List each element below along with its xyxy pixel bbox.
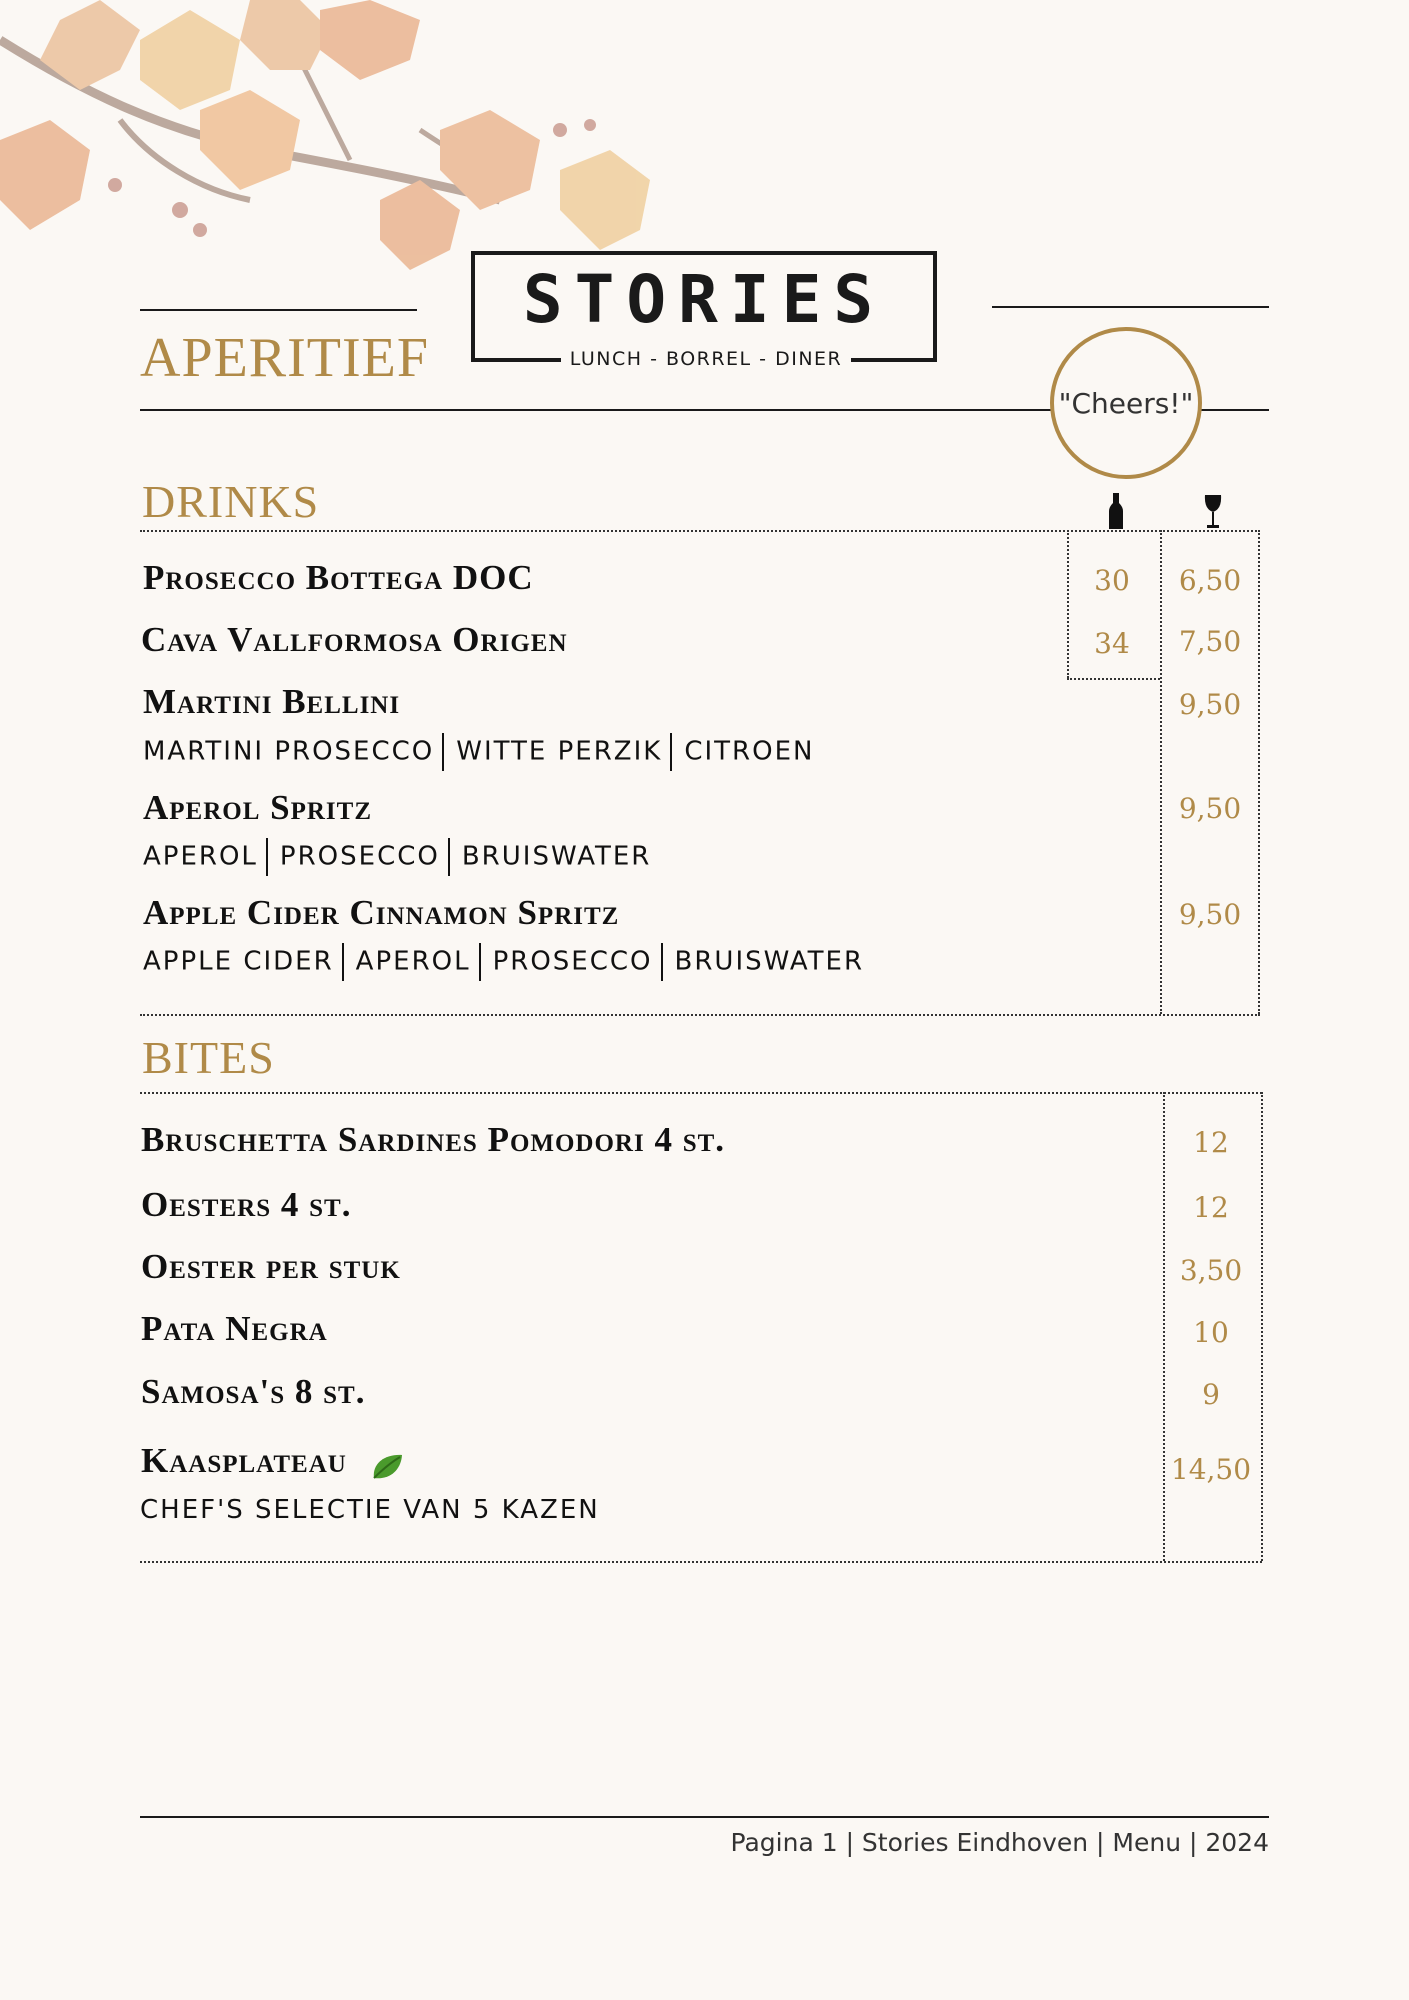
menu-item-name: Prosecco Bottega DOC [143, 558, 534, 597]
glass-price: 7,50 [1178, 625, 1242, 658]
menu-item-name: Oester per stuk [141, 1247, 401, 1286]
menu-item-name: Kaasplateau [141, 1441, 347, 1480]
menu-item-description [143, 838, 651, 876]
separator [448, 838, 450, 876]
bites-price-col-right [1261, 1092, 1263, 1561]
leaf-icon [370, 1452, 404, 1482]
footer-text: Pagina 1 | Stories Eindhoven | Menu | 2024 [730, 1828, 1269, 1857]
separator [670, 733, 672, 771]
ingredient: APPLE CIDER [143, 946, 334, 977]
drinks-glass-col-left [1160, 530, 1162, 1014]
item-price: 14,50 [1170, 1453, 1252, 1486]
glass-price: 9,50 [1178, 898, 1242, 931]
drinks-bottle-col-bottom [1067, 678, 1160, 680]
section-title-drinks: DRINKS [142, 476, 320, 527]
drinks-bottom-border [140, 1014, 1260, 1016]
menu-item-name: Aperol Spritz [143, 788, 373, 827]
logo-title: STORIES [522, 261, 886, 338]
menu-item-name: Oesters 4 st. [141, 1185, 352, 1224]
menu-item-name: Cava Vallformosa Origen [141, 620, 568, 659]
ingredient: APEROL [355, 946, 471, 977]
cheers-badge [1050, 327, 1202, 479]
menu-item-description [143, 733, 814, 771]
ingredient: BRUISWATER [461, 841, 652, 872]
glass-price: 6,50 [1178, 564, 1242, 597]
menu-item-name: Bruschetta Sardines Pomodori 4 st. [141, 1120, 726, 1159]
drinks-glass-col-right [1258, 530, 1260, 1014]
ingredient: APEROL [143, 841, 258, 872]
ingredient: CITROEN [684, 736, 815, 767]
separator [661, 943, 663, 981]
bottle-price: 30 [1094, 564, 1130, 597]
bites-bottom-border [140, 1561, 1262, 1563]
menu-item-description [143, 943, 864, 981]
separator [442, 733, 444, 771]
logo-tagline: LUNCH - BORREL - DINER [561, 348, 851, 370]
footer-rule [140, 1816, 1269, 1818]
ingredient: MARTINI PROSECCO [143, 736, 435, 767]
menu-item-name: Martini Bellini [143, 682, 401, 721]
bottle-icon [1108, 493, 1124, 529]
menu-item-name: Samosa's 8 st. [141, 1372, 366, 1411]
item-price: 9 [1202, 1378, 1220, 1411]
separator [479, 943, 481, 981]
menu-item-name: Apple Cider Cinnamon Spritz [143, 893, 620, 932]
cheers-text: "Cheers!" [1058, 386, 1194, 420]
ingredient: BRUISWATER [674, 946, 865, 977]
ingredient: PROSECCO [492, 946, 653, 977]
menu-item-description: CHEF'S SELECTIE VAN 5 KAZEN [140, 1495, 600, 1525]
drinks-top-border [140, 530, 1260, 532]
separator [266, 838, 268, 876]
menu-item-name: Pata Negra [141, 1309, 328, 1348]
glass-price: 9,50 [1178, 688, 1242, 721]
logo [471, 251, 937, 362]
separator [342, 943, 344, 981]
item-price: 12 [1193, 1126, 1229, 1159]
ingredient: PROSECCO [279, 841, 440, 872]
item-price: 10 [1193, 1316, 1229, 1349]
item-price: 12 [1193, 1191, 1229, 1224]
header-rule-left [140, 309, 417, 311]
bottle-price: 34 [1094, 627, 1130, 660]
item-price: 3,50 [1179, 1254, 1243, 1287]
header-rule-right [992, 306, 1269, 308]
bites-top-border [140, 1092, 1262, 1094]
glass-price: 9,50 [1178, 792, 1242, 825]
ingredient: WITTE PERZIK [456, 736, 663, 767]
section-title-bites: BITES [142, 1032, 275, 1083]
page-title: APERITIEF [140, 327, 429, 389]
wine-glass-icon [1203, 495, 1223, 529]
